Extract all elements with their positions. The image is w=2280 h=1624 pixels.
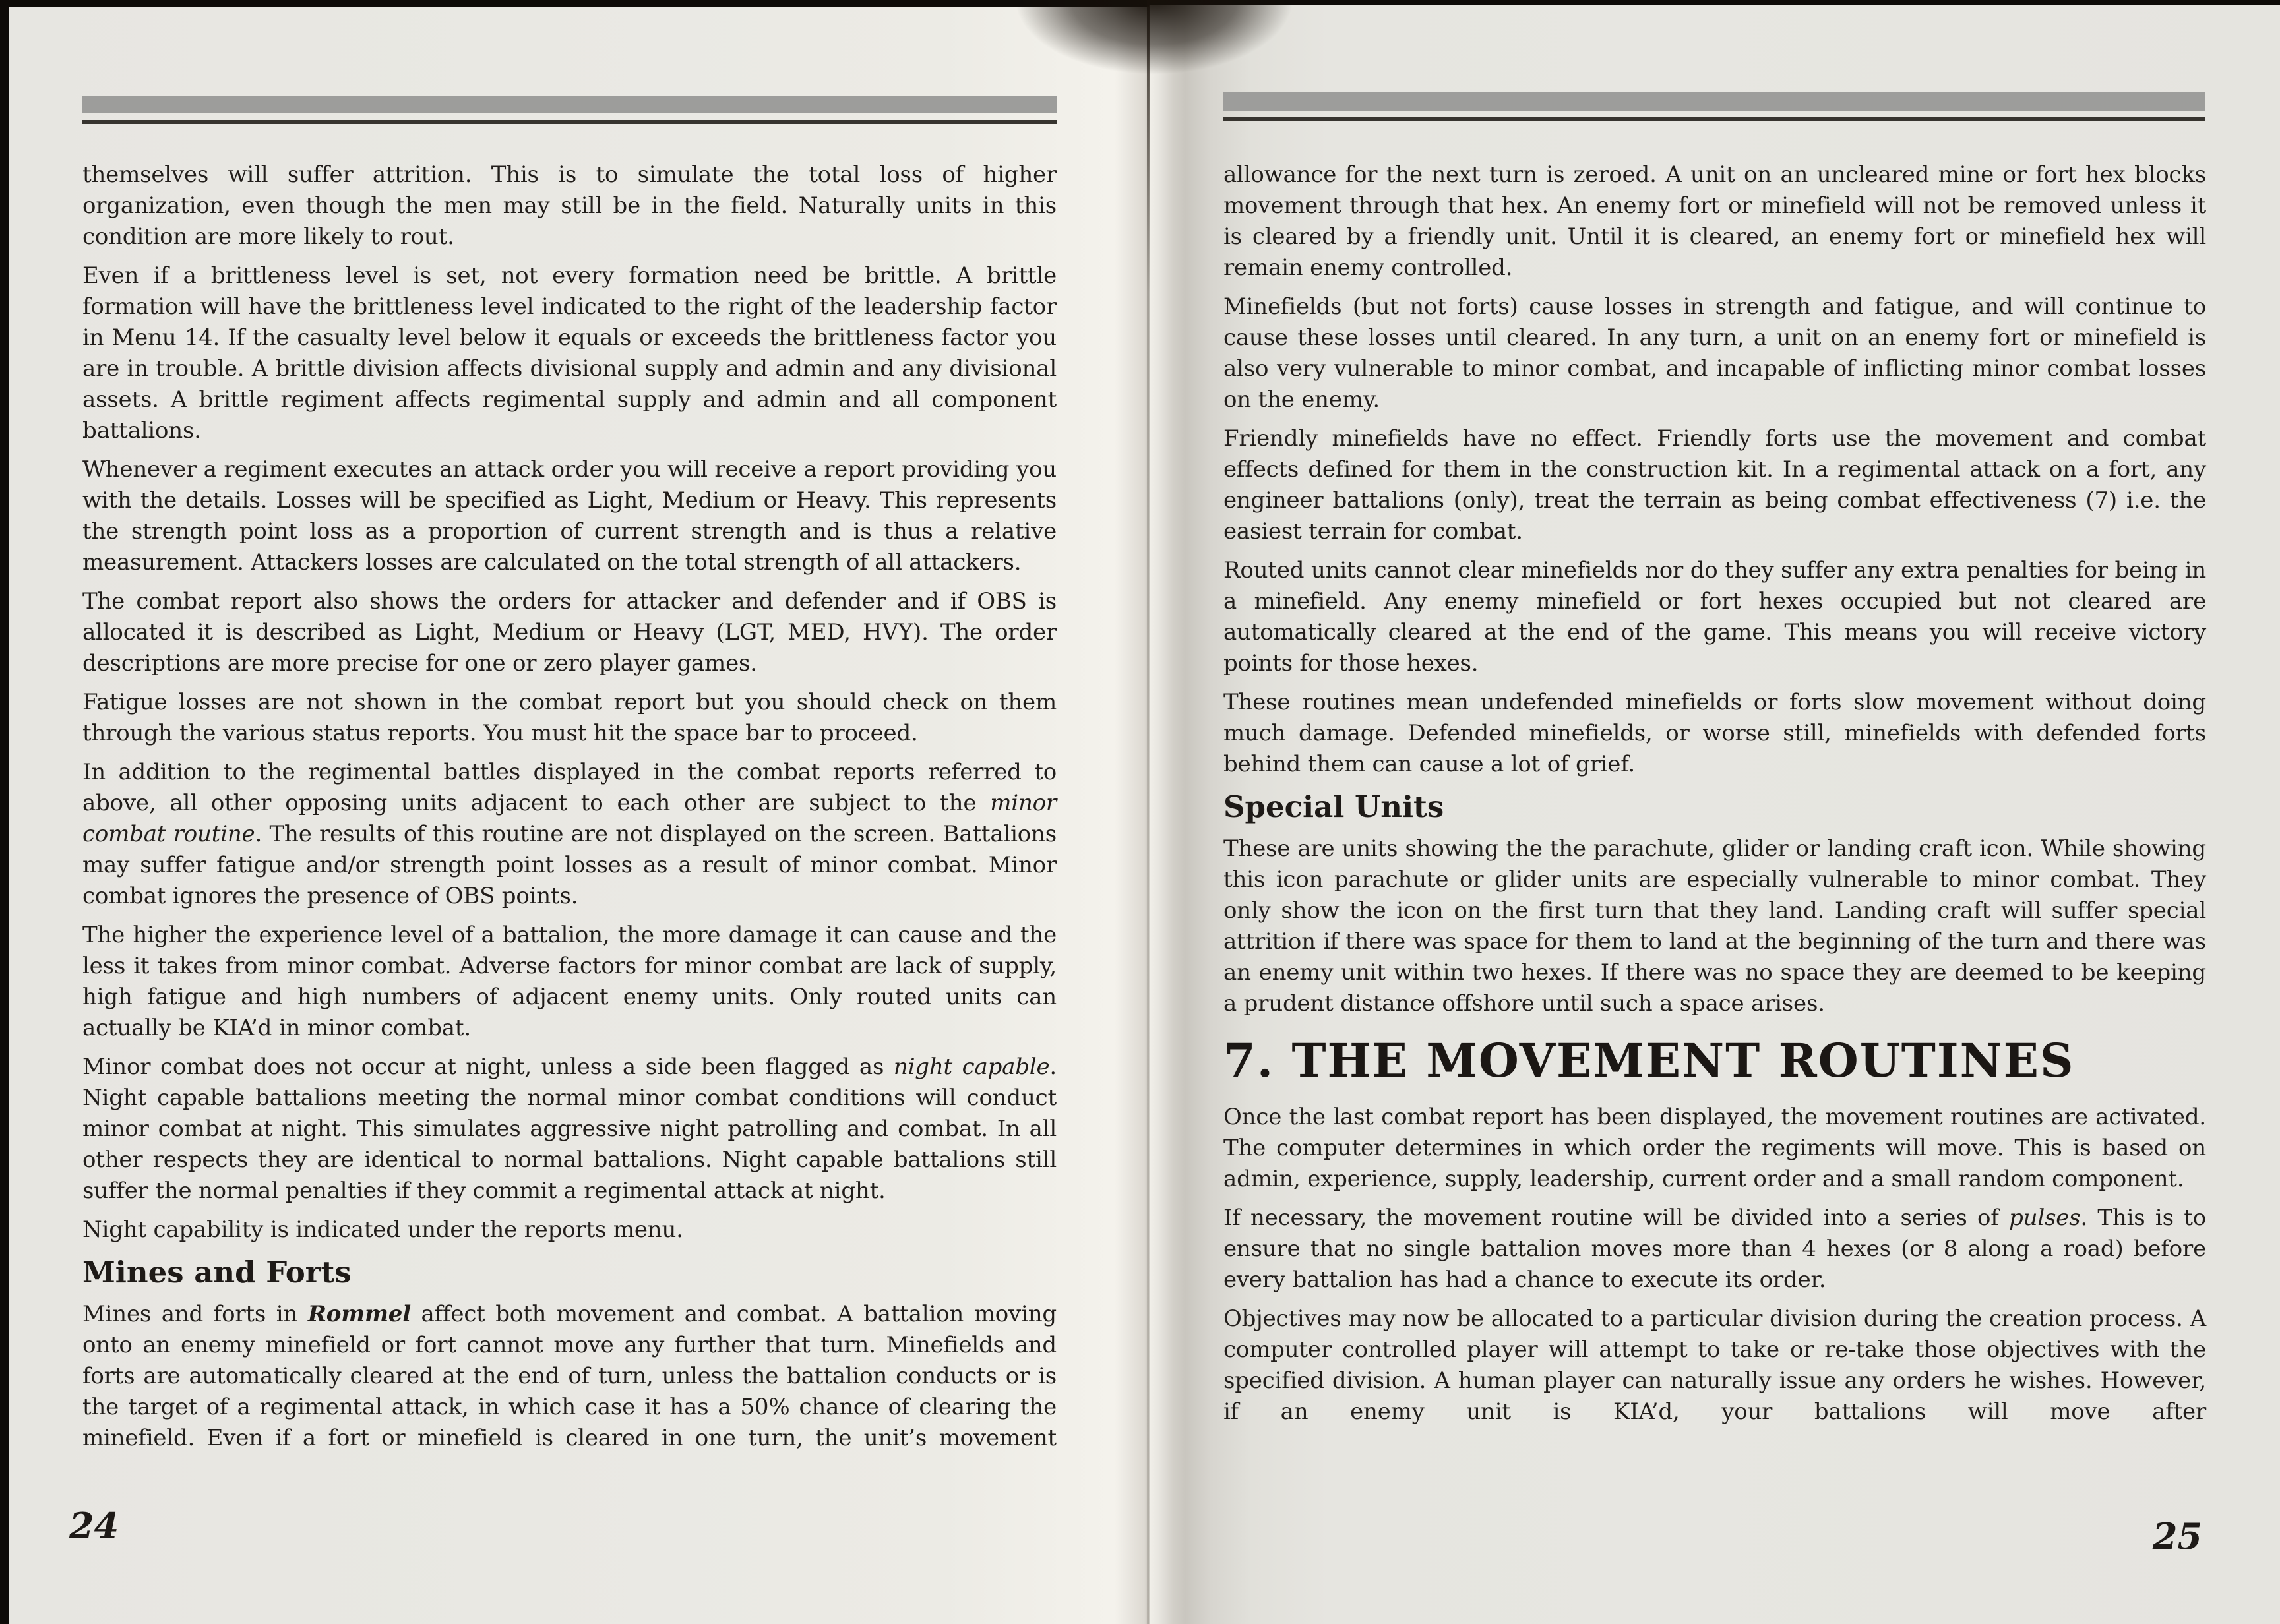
paragraph: Routed units cannot clear minefields nor do they suffer any extra penalties for being in a minefield. Any enemy minefield or fort hexes occupied but not cleared are automatically cleared at the end of the game. This means you will receive victory points for those hexes.	[1223, 557, 2206, 677]
right-page-header-bar	[1223, 92, 2205, 111]
paragraph: Friendly minefields have no effect. Friendly forts use the movement and combat effects defined for them in the construction kit. In a regimental attack on a fort, any engineer battalions (only), treat the terrain as being combat effectiveness (7) i.e. the easiest terrain for combat.	[1223, 425, 2206, 545]
paragraph: Fatigue losses are not shown in the combat report but you should check on them through the various status reports. You must hit the space bar to proceed.	[82, 689, 1057, 746]
paragraph: Mines and forts in Rommel affect both movement and combat. A battalion moving onto an enemy minefield or fort cannot move any further that turn. Minefields and forts are automatically cleared at the end of turn, unless the battalion conducts or is the target of a regimental attack, in which case it has a 50% chance of clearing the minefield. Even if a fort or minefield is cleared in one turn, the unit’s movement	[82, 1301, 1057, 1452]
right-page-number: 25	[2152, 1515, 2202, 1557]
section-heading: Mines and Forts	[82, 1255, 352, 1290]
paragraph: Whenever a regiment executes an attack order you will receive a report providing you with the details. Losses will be specified as Light, Medium or Heavy. This represents the strength point loss as a proportion of current strength and is thus a relative measurement. Attackers losses are calculated on the total strength of all attackers.	[82, 456, 1057, 576]
paragraph: Objectives may now be allocated to a particular division during the creation process. A computer controlled player will attempt to take or re-take those objectives with the specified division. A human player can naturally issue any orders he wishes. However, if an enemy unit is KIA’d, your battalions will move after	[1223, 1305, 2206, 1425]
paragraph: Even if a brittleness level is set, not every formation need be brittle. A brittle formation will have the brittleness level indicated to the right of the leadership factor in Menu 14. If the casualty level below it equals or exceeds the brittleness factor you are in trouble. A brittle division affects divisional supply and admin and any divisional assets. A brittle regiment affects regimental supply and admin and all component battalions.	[82, 262, 1057, 444]
paragraph: In addition to the regimental battles displayed in the combat reports referred to above, all other opposing units adjacent to each other are subject to the minor combat routine. The results of this routine are not displayed on the screen. Battalions may suffer fatigue and/or strength point losses as a result of minor combat. Minor combat ignores the presence of OBS points.	[82, 759, 1057, 909]
paragraph: allowance for the next turn is zeroed. A unit on an uncleared mine or fort hex blocks movement through that hex. An enemy fort or minefield will not be removed unless it is cleared by a friendly unit. Until it is cleared, an enemy fort or minefield hex will remain enemy controlled.	[1223, 162, 2206, 281]
paragraph: Minefields (but not forts) cause losses in strength and fatigue, and will continue to cause these losses until cleared. In any turn, a unit on an enemy fort or minefield is also very vulnerable to minor combat, and incapable of inflicting minor combat losses on the enemy.	[1223, 293, 2206, 413]
paragraph: Minor combat does not occur at night, unless a side been flagged as night capable. Night capable battalions meeting the normal minor combat conditions will conduct minor combat at night. This simulates aggressive night patrolling and combat. In all other respects they are identical to normal battalions. Night capable battalions still suffer the normal penalties if they commit a regimental attack at night.	[82, 1054, 1057, 1204]
paragraph: themselves will suffer attrition. This is to simulate the total loss of higher organization, even though the men may still be in the field. Naturally units in this condition are more likely to rout.	[82, 162, 1057, 250]
left-page-number: 24	[69, 1505, 119, 1547]
left-page-header-rule	[82, 120, 1057, 124]
right-page-header-rule	[1223, 117, 2205, 121]
left-page	[9, 7, 1149, 1624]
left-page-text-column	[82, 160, 1057, 1462]
left-page-header-bar	[82, 96, 1057, 113]
paragraph: The combat report also shows the orders for attacker and defender and if OBS is allocated it is described as Light, Medium or Heavy (LGT, MED, HVY). The order descriptions are more precise for one or zero player games.	[82, 588, 1057, 677]
right-page-text-column	[1223, 160, 2206, 1435]
paragraph: These routines mean undefended minefields or forts slow movement without doing much damage. Defended minefields, or worse still, minefields with defended forts behind them can cause a lot of grief.	[1223, 689, 2206, 777]
paragraph: Night capability is indicated under the reports menu.	[82, 1217, 683, 1243]
paragraph: Once the last combat report has been displayed, the movement routines are activated. The computer determines in which order the regiments will move. This is based on admin, experience, supply, leadership, current order and a small random component.	[1223, 1103, 2206, 1192]
paragraph: These are units showing the the parachute, glider or landing craft icon. While showing this icon parachute or glider units are especially vulnerable to minor combat. They only show the icon on the first turn that they land. Landing craft will suffer special attrition if there was space for them to land at the beginning of the turn and there was an enemy unit within two hexes. If there was no space they are deemed to be keeping a prudent distance offshore until such a space arises.	[1223, 835, 2206, 1017]
right-page	[1149, 5, 2280, 1624]
paragraph: The higher the experience level of a battalion, the more damage it can cause and the less it takes from minor combat. Adverse factors for minor combat are lack of supply, high fatigue and high numbers of adjacent enemy units. Only routed units can actually be KIA’d in minor combat.	[82, 922, 1057, 1041]
chapter-heading: 7. THE MOVEMENT ROUTINES	[1223, 1033, 2075, 1089]
section-heading: Special Units	[1223, 789, 1444, 824]
paragraph: If necessary, the movement routine will be divided into a series of pulses. This is to ensure that no single battalion moves more than 4 hexes (or 8 along a road) before every battalion has had a chance to execute its order.	[1223, 1204, 2206, 1293]
